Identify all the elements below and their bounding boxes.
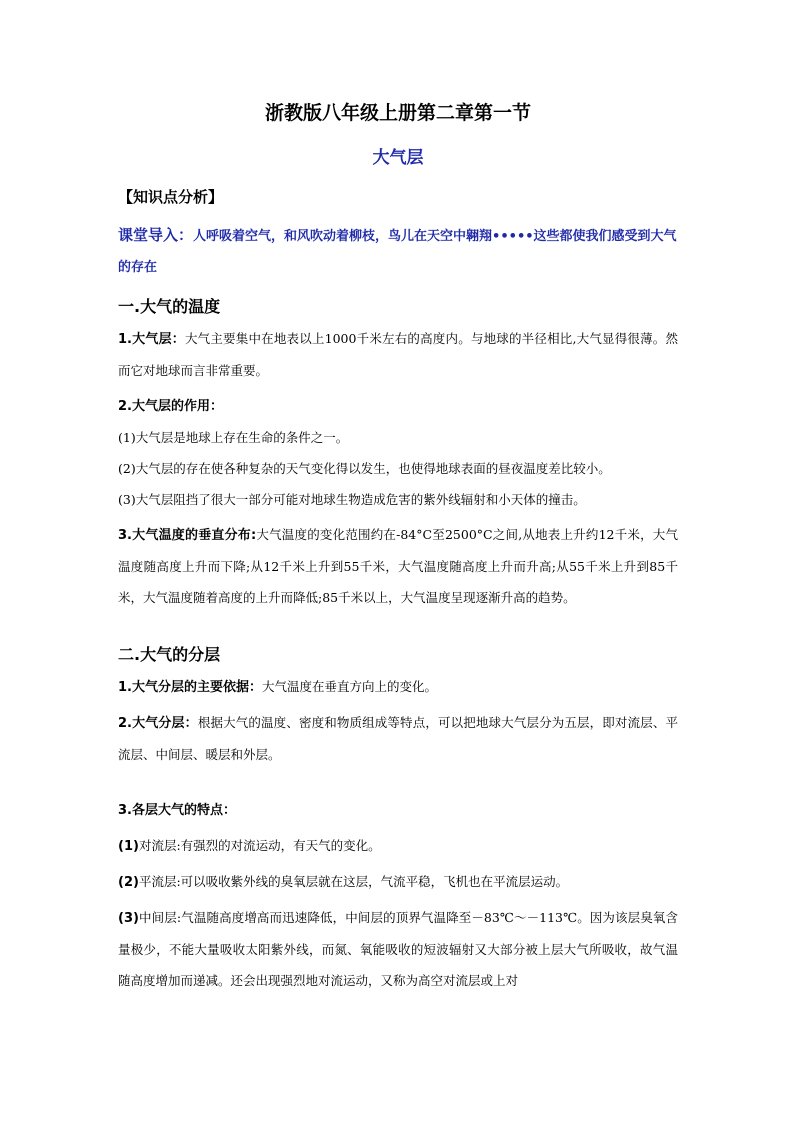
- list-item: (1)大气层是地球上存在生命的条件之一。: [118, 430, 349, 445]
- section1-heading: 一.大气的温度: [118, 297, 221, 316]
- layer-item: [118, 866, 678, 898]
- section2-heading: 二.大气的分层: [118, 645, 221, 664]
- layer-item: [118, 902, 678, 996]
- list-item: (2)大气层的存在使各种复杂的天气变化得以发生，也使得地球表面的昼夜温度差比较小。: [118, 461, 611, 476]
- section2-p1-text: 大气温度在垂直方向上的变化。: [261, 679, 437, 694]
- layer-item: [118, 830, 678, 862]
- page-subtitle: 大气层: [372, 148, 424, 168]
- section1-paragraph-2: [118, 390, 678, 422]
- section2-p2-label: 2.大气分层：: [118, 716, 198, 731]
- page-title: 浙教版八年级上册第二章第一节: [264, 102, 531, 124]
- layer-number: (3): [118, 911, 139, 926]
- list-item: (3)大气层阻挡了很大一部分可能对地球生物造成危害的紫外线辐射和小天体的撞击。: [118, 492, 586, 507]
- section2-p1-label: 1.大气分层的主要依据：: [118, 680, 262, 695]
- section1-paragraph-1: [118, 323, 678, 386]
- section1-p1-label: 1.大气层：: [118, 332, 185, 347]
- document-page: [118, 100, 678, 996]
- section1-paragraph-3: [118, 519, 678, 613]
- layer-text: 有强烈的对流运动，有天气的变化。: [180, 838, 381, 853]
- section2-p2-text: 根据大气的温度、密度和物质组成等特点，可以把地球大气层分为五层，即对流层、平流层、中间层、暖层和外层。: [118, 715, 678, 762]
- intro-text: 人呼吸着空气，和风吹动着柳枝，鸟儿在天空中翱翔•••••这些都使我们感受到大气的存在: [118, 229, 677, 275]
- layer-text: 可以吸收紫外线的臭氧层就在这层，气流平稳，飞机也在平流层运动。: [180, 874, 569, 889]
- section2-paragraph-3: [118, 794, 678, 826]
- layer-name: 平流层:: [138, 874, 181, 889]
- layer-text: 气温随高度增高而迅速降低，中间层的顶界气温降至－83℃～－113℃。因为该层臭氧含量极少，不能大量吸收太阳紫外线，而氮、氧能吸收的短波辐射又大部分被上层大气所吸收，故气温随高度增加而递减。还会出现强烈地对流运动，又称为高空对流层或上对: [118, 910, 679, 988]
- section1-p2-label: 2.大气层的作用：: [118, 399, 223, 414]
- analysis-heading: 【知识点分析】: [118, 188, 224, 206]
- layer-name: 对流层:: [138, 838, 181, 853]
- intro-lead: 课堂导入：: [118, 226, 194, 244]
- section1-p3-text: 大气温度的变化范围约在-84°C至2500°C之间,从地表上升约12千米，大气温度随高度上升而下降;从12千米上升到55千米，大气温度随高度上升而升高;从55千米上升到85千米，大气温度随着高度的上升而降低;85千米以上，大气温度呈现逐渐升高的趋势。: [118, 527, 678, 605]
- section2-paragraph-2: [118, 707, 678, 770]
- layer-number: (1): [118, 839, 139, 854]
- section2-paragraph-1: [118, 671, 678, 703]
- layer-name: 中间层:: [138, 910, 182, 925]
- intro-paragraph: [118, 220, 678, 283]
- section1-p1-text: 大气主要集中在地表以上1000千米左右的高度内。与地球的半径相比,大气显得很薄。然而它对地球而言非常重要。: [118, 331, 678, 378]
- section1-p3-label: 3.大气温度的垂直分布:: [118, 528, 257, 543]
- layer-number: (2): [118, 875, 139, 890]
- section2-p3-label: 3.各层大气的特点：: [118, 803, 236, 818]
